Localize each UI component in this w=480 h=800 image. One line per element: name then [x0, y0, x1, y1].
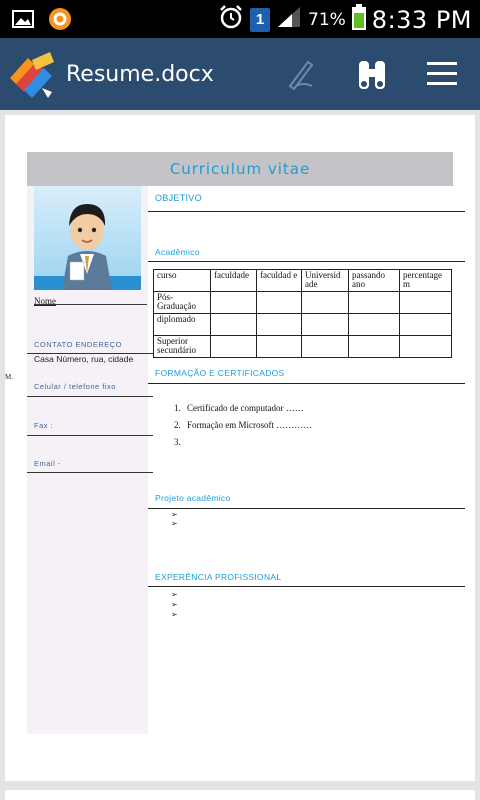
table-cell [257, 292, 302, 314]
section-project-title: Projeto acadêmico [155, 493, 231, 503]
table-cell [257, 314, 302, 336]
notification-badge: 1 [250, 8, 270, 32]
bullet-icon: ➢ [171, 610, 178, 619]
table-cell [257, 336, 302, 358]
table-cell [349, 336, 400, 358]
binoculars-icon [355, 57, 389, 91]
bullet-icon: ➢ [171, 590, 178, 599]
table-header-cell: passando ano [349, 270, 400, 292]
table-cell [349, 292, 400, 314]
cv-sidebar [27, 186, 148, 734]
bullet-icon: ➢ [171, 510, 178, 519]
sidebar-divider [27, 353, 153, 354]
table-header-cell: percentage m [400, 270, 452, 292]
status-bar [0, 0, 480, 38]
pen-edit-button[interactable] [278, 52, 322, 96]
table-cell [302, 314, 349, 336]
name-underline [34, 304, 147, 305]
battery-icon [352, 4, 366, 35]
table-cell [400, 314, 452, 336]
section-academic-title: Acadêmico [155, 247, 200, 257]
table-cell [211, 314, 257, 336]
cv-header-title: Curriculum vitae [27, 152, 453, 186]
list-item: 2. Formação em Microsoft ………… [183, 420, 312, 430]
table-row [154, 336, 452, 358]
fax-label: Fax : [34, 421, 54, 430]
section-rule [148, 586, 465, 587]
find-button[interactable] [350, 52, 394, 96]
phone-label: Celular / telefone fixo [34, 382, 116, 391]
section-experience-title: EXPERÊNCIA PROFISSIONAL [155, 572, 282, 582]
section-training-title: FORMAÇÃO E CERTIFICADOS [155, 368, 285, 378]
pen-icon [282, 56, 318, 92]
section-objective-title: OBJETIVO [155, 193, 202, 203]
table-header-cell: Universid ade [302, 270, 349, 292]
table-cell: diplomado [154, 314, 211, 336]
table-header-cell: faculdade [211, 270, 257, 292]
sidebar-divider [27, 396, 153, 397]
list-item [183, 437, 312, 447]
profile-photo [34, 186, 141, 290]
table-cell [211, 336, 257, 358]
table-row [154, 292, 452, 314]
name-label: Nome [34, 296, 56, 306]
polaris-office-logo-icon [6, 48, 58, 100]
menu-button[interactable] [420, 52, 464, 96]
email-label: Email - [34, 459, 61, 468]
alarm-icon [218, 4, 244, 35]
document-title: Resume.docx [66, 62, 214, 87]
gallery-icon [12, 9, 34, 34]
section-rule [148, 508, 465, 509]
table-cell [211, 292, 257, 314]
academic-table [153, 269, 452, 358]
section-rule [148, 211, 465, 212]
battery-percent: 71% [308, 9, 346, 30]
table-cell [400, 292, 452, 314]
table-cell [349, 314, 400, 336]
signal-icon [276, 5, 302, 34]
table-cell [302, 292, 349, 314]
table-cell: Pós-Graduação [154, 292, 211, 314]
sidebar-divider [27, 472, 153, 473]
table-cell [302, 336, 349, 358]
address-value: Casa Número, rua, cidade [34, 354, 134, 364]
table-header-cell: faculdad e [257, 270, 302, 292]
table-row [154, 314, 452, 336]
bullet-icon: ➢ [171, 519, 178, 528]
list-item: 1. Certificado de computador …… [183, 403, 312, 413]
margin-mark: M. [5, 373, 13, 381]
document-page[interactable] [5, 115, 475, 781]
app-bar [0, 38, 480, 110]
polaris-notification-icon [48, 7, 72, 36]
hamburger-menu-icon [425, 59, 459, 89]
bullet-icon: ➢ [171, 600, 178, 609]
contact-address-label: CONTATO ENDEREÇO [34, 340, 123, 349]
table-header-row [154, 270, 452, 292]
table-cell [400, 336, 452, 358]
clock: 8:33 PM [371, 5, 472, 34]
certificates-list [165, 403, 312, 454]
next-page-edge [5, 790, 475, 800]
sidebar-divider [27, 435, 153, 436]
table-cell: Superior secundário [154, 336, 211, 358]
section-rule [148, 383, 465, 384]
section-rule [148, 261, 465, 262]
table-header-cell: curso [154, 270, 211, 292]
